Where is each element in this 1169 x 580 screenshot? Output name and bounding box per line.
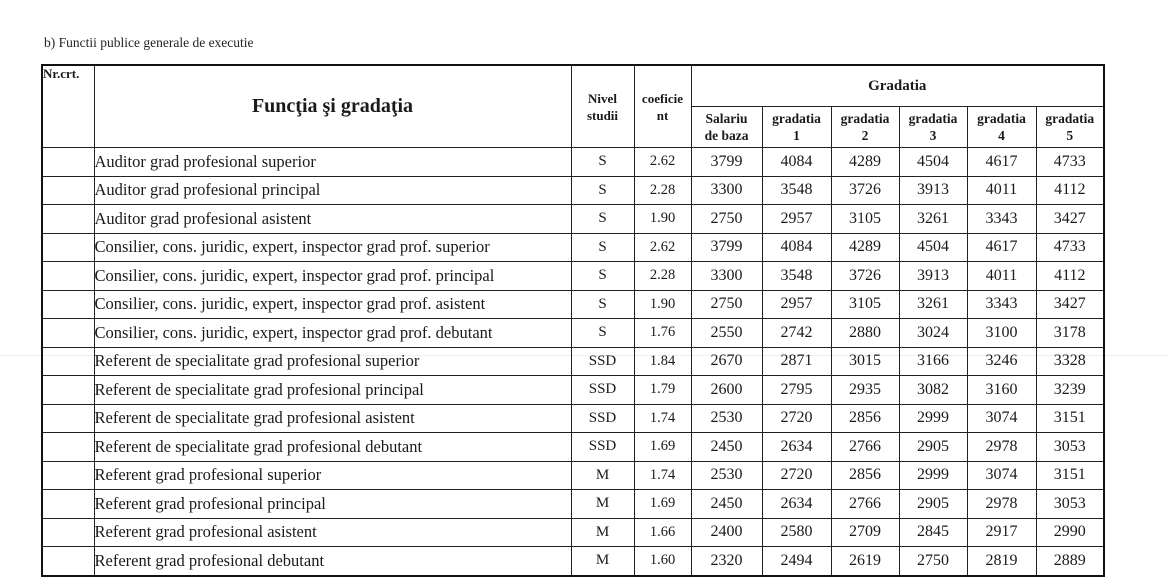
row-value-3: 4504 [899,233,967,262]
row-value-5: 4733 [1036,233,1104,262]
row-value-4: 2978 [967,433,1036,462]
row-value-1: 3548 [762,262,831,291]
header-sub-3 [899,107,967,148]
row-value-1: 2580 [762,518,831,547]
row-value-1: 2871 [762,347,831,376]
row-coeficient: 2.28 [634,176,691,205]
header-coeficient [634,65,691,148]
header-sub-line2: 5 [1066,128,1074,143]
row-value-4: 4617 [967,233,1036,262]
row-value-4: 3343 [967,290,1036,319]
row-coeficient: 1.90 [634,290,691,319]
row-value-4: 2819 [967,547,1036,576]
row-value-1: 3548 [762,176,831,205]
header-sub-line2: 4 [998,128,1005,143]
row-value-4: 3100 [967,319,1036,348]
row-value-3: 2845 [899,518,967,547]
row-value-0: 2530 [691,404,762,433]
row-nrcrt [42,347,94,376]
row-coeficient: 2.28 [634,262,691,291]
row-functia: Consilier, cons. juridic, expert, inspector grad prof. asistent [94,290,571,319]
header-sub-2 [831,107,899,148]
header-sub-line1: gradatia [977,111,1026,126]
row-value-0: 2400 [691,518,762,547]
table-row [42,433,1104,462]
table-row [42,547,1104,576]
row-coeficient: 1.76 [634,319,691,348]
row-coeficient: 2.62 [634,233,691,262]
row-functia: Referent de specialitate grad profesional asistent [94,404,571,433]
row-functia: Referent grad profesional principal [94,490,571,519]
row-value-5: 3328 [1036,347,1104,376]
salary-table [41,64,1105,577]
header-sub-5 [1036,107,1104,148]
row-value-3: 2905 [899,433,967,462]
row-value-4: 3074 [967,461,1036,490]
table-row [42,490,1104,519]
row-value-3: 2999 [899,461,967,490]
section-caption: b) Functii publice generale de executie [44,35,254,50]
row-value-3: 4504 [899,148,967,177]
row-value-0: 2450 [691,490,762,519]
header-sub-line2: 1 [793,128,800,143]
row-value-5: 2889 [1036,547,1104,576]
row-value-0: 2600 [691,376,762,405]
row-nivel-studii: S [571,319,634,348]
row-coeficient: 1.74 [634,404,691,433]
row-coeficient: 1.84 [634,347,691,376]
row-functia: Referent grad profesional debutant [94,547,571,576]
row-value-5: 4112 [1036,262,1104,291]
table-row [42,319,1104,348]
row-value-1: 2720 [762,461,831,490]
row-nrcrt [42,176,94,205]
row-nrcrt [42,233,94,262]
row-value-2: 3726 [831,176,899,205]
header-nivel-line2: studii [586,107,619,123]
header-sub-line2: 3 [929,128,937,143]
row-value-0: 3799 [691,233,762,262]
row-nrcrt [42,518,94,547]
row-functia: Consilier, cons. juridic, expert, inspector grad prof. superior [94,233,571,262]
header-sub-line2: de baza [704,128,749,143]
row-value-0: 2670 [691,347,762,376]
row-value-5: 3239 [1036,376,1104,405]
row-value-5: 3151 [1036,404,1104,433]
row-value-1: 4084 [762,148,831,177]
row-nivel-studii: S [571,233,634,262]
row-value-2: 2766 [831,433,899,462]
row-value-3: 3913 [899,262,967,291]
row-functia: Referent de specialitate grad profesional debutant [94,433,571,462]
row-value-2: 4289 [831,233,899,262]
row-value-4: 4617 [967,148,1036,177]
row-value-1: 2795 [762,376,831,405]
row-nivel-studii: S [571,176,634,205]
row-value-2: 2880 [831,319,899,348]
row-nrcrt [42,376,94,405]
row-value-2: 3105 [831,205,899,234]
row-nivel-studii: M [571,461,634,490]
table-row [42,262,1104,291]
row-coeficient: 1.79 [634,376,691,405]
row-value-1: 2957 [762,290,831,319]
row-value-5: 3178 [1036,319,1104,348]
row-value-5: 3151 [1036,461,1104,490]
header-sub-line1: gradatia [840,111,890,126]
row-value-3: 3166 [899,347,967,376]
row-nivel-studii: M [571,518,634,547]
row-coeficient: 1.66 [634,518,691,547]
row-coeficient: 1.90 [634,205,691,234]
header-gradatia: Gradatia [691,65,1104,107]
row-value-2: 4289 [831,148,899,177]
row-value-2: 2856 [831,461,899,490]
table-row [42,518,1104,547]
row-value-2: 3726 [831,262,899,291]
row-nivel-studii: SSD [571,376,634,405]
row-value-1: 2494 [762,547,831,576]
row-nivel-studii: SSD [571,347,634,376]
row-functia: Referent de specialitate grad profesional superior [94,347,571,376]
row-nivel-studii: S [571,205,634,234]
header-coef-line2: nt [656,107,669,123]
row-value-1: 2742 [762,319,831,348]
row-nivel-studii: SSD [571,433,634,462]
row-value-0: 2530 [691,461,762,490]
table-row [42,233,1104,262]
row-value-2: 2935 [831,376,899,405]
row-value-4: 3074 [967,404,1036,433]
row-nrcrt [42,461,94,490]
header-sub-line1: Salariu [705,111,748,126]
table-row [42,376,1104,405]
row-coeficient: 1.69 [634,490,691,519]
table-row [42,461,1104,490]
header-sub-line1: gradatia [772,111,821,126]
row-value-4: 3160 [967,376,1036,405]
row-functia: Auditor grad profesional superior [94,148,571,177]
row-nivel-studii: S [571,262,634,291]
row-value-5: 2990 [1036,518,1104,547]
row-value-0: 2320 [691,547,762,576]
row-value-1: 2634 [762,490,831,519]
header-sub-1 [762,107,831,148]
row-functia: Referent grad profesional asistent [94,518,571,547]
row-nrcrt [42,205,94,234]
row-value-5: 3053 [1036,490,1104,519]
table-row [42,347,1104,376]
row-nrcrt [42,262,94,291]
row-nrcrt [42,319,94,348]
row-value-2: 2766 [831,490,899,519]
header-nrcrt: Nr.crt. [42,65,94,148]
header-sub-line1: gradatia [1045,111,1095,126]
row-functia: Auditor grad profesional principal [94,176,571,205]
row-value-3: 2750 [899,547,967,576]
row-value-4: 4011 [967,176,1036,205]
row-value-2: 2619 [831,547,899,576]
row-coeficient: 2.62 [634,148,691,177]
row-coeficient: 1.74 [634,461,691,490]
header-nivel-line1: Nivel [588,90,617,106]
row-value-4: 3246 [967,347,1036,376]
row-value-0: 3300 [691,262,762,291]
table-row [42,290,1104,319]
row-functia: Consilier, cons. juridic, expert, inspector grad prof. principal [94,262,571,291]
row-value-4: 3343 [967,205,1036,234]
row-value-1: 4084 [762,233,831,262]
row-value-3: 3261 [899,290,967,319]
header-nivel-studii [571,65,634,148]
row-value-5: 3053 [1036,433,1104,462]
row-functia: Referent de specialitate grad profesional principal [94,376,571,405]
row-nrcrt [42,148,94,177]
row-value-3: 3024 [899,319,967,348]
row-value-5: 3427 [1036,290,1104,319]
header-sub-4 [967,107,1036,148]
table-row [42,148,1104,177]
row-functia: Consilier, cons. juridic, expert, inspector grad prof. debutant [94,319,571,348]
row-value-5: 3427 [1036,205,1104,234]
row-value-2: 2856 [831,404,899,433]
row-value-4: 4011 [967,262,1036,291]
row-value-0: 3799 [691,148,762,177]
row-value-0: 2450 [691,433,762,462]
row-value-3: 3261 [899,205,967,234]
row-value-3: 2905 [899,490,967,519]
row-value-3: 3082 [899,376,967,405]
row-nrcrt [42,433,94,462]
row-value-5: 4733 [1036,148,1104,177]
row-value-3: 3913 [899,176,967,205]
table-row [42,205,1104,234]
header-sub-line1: gradatia [908,111,958,126]
row-value-1: 2720 [762,404,831,433]
row-nivel-studii: M [571,490,634,519]
row-nrcrt [42,490,94,519]
row-nrcrt [42,404,94,433]
row-nrcrt [42,290,94,319]
row-value-2: 2709 [831,518,899,547]
table-row [42,404,1104,433]
row-value-0: 3300 [691,176,762,205]
row-value-0: 2750 [691,290,762,319]
row-value-0: 2550 [691,319,762,348]
row-value-5: 4112 [1036,176,1104,205]
header-functia: Funcţia şi gradaţia [94,65,571,148]
row-nivel-studii: S [571,290,634,319]
row-value-4: 2978 [967,490,1036,519]
row-value-1: 2634 [762,433,831,462]
row-functia: Referent grad profesional superior [94,461,571,490]
row-value-3: 2999 [899,404,967,433]
row-value-2: 3015 [831,347,899,376]
row-nrcrt [42,547,94,576]
header-sub-0 [691,107,762,148]
row-nivel-studii: S [571,148,634,177]
row-value-2: 3105 [831,290,899,319]
header-coef-line1: coeficie [641,90,684,106]
row-value-4: 2917 [967,518,1036,547]
row-coeficient: 1.60 [634,547,691,576]
table-row [42,176,1104,205]
row-value-0: 2750 [691,205,762,234]
header-sub-line2: 2 [861,128,869,143]
row-functia: Auditor grad profesional asistent [94,205,571,234]
row-value-1: 2957 [762,205,831,234]
row-nivel-studii: SSD [571,404,634,433]
row-nivel-studii: M [571,547,634,576]
row-coeficient: 1.69 [634,433,691,462]
